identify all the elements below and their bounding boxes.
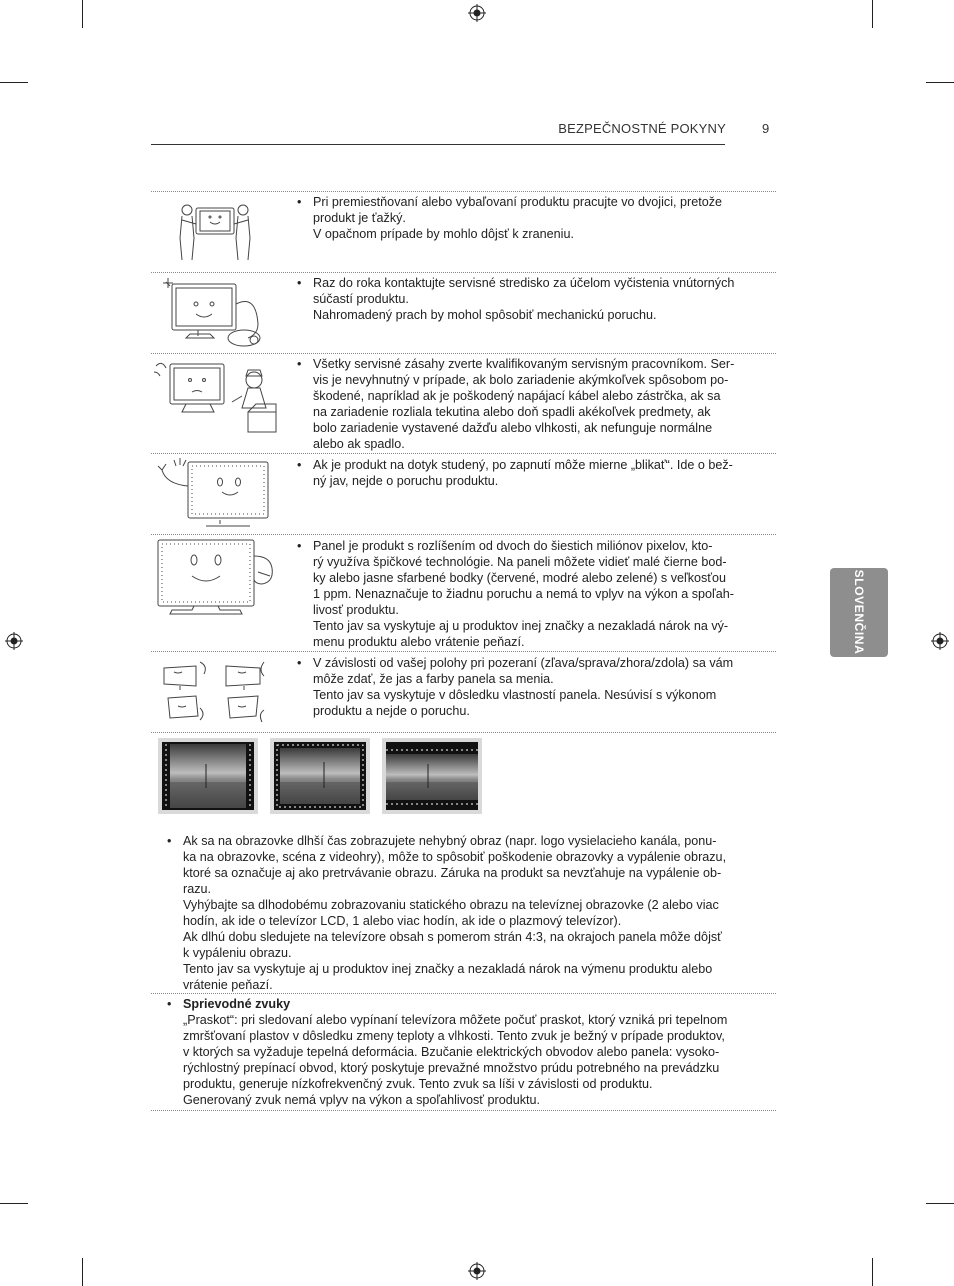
row-line: Všetky servisné zásahy zverte kvalifikovaným servisným pracovníkom. Ser- — [313, 357, 735, 371]
row-line: Pri premiestňovaní alebo vybaľovaní produktu pracujte vo dvojici, pretože — [313, 195, 722, 209]
row-line: livosť produktu. — [313, 603, 399, 617]
row-line: produkt je ťažký. — [313, 211, 406, 225]
row-line: rý využíva špičkové technológie. Na paneli môžete vidieť malé čierne bod- — [313, 555, 727, 569]
row-line: 1 ppm. Nenaznačuje to žiadnu poruchu a nemá to vplyv na výkon a spoľah- — [313, 587, 734, 601]
paragraph-line: Generovaný zvuk nemá vplyv na výkon a spoľahlivosť produktu. — [183, 1093, 541, 1107]
bullet-mark: • — [297, 458, 302, 472]
tv-service-technician-icon — [152, 356, 282, 448]
safety-row-6 — [297, 655, 757, 719]
row-line: môže zdať, že jas a farby panela sa menia. — [313, 672, 554, 686]
tv-viewing-angle-icon — [160, 658, 272, 726]
row-line: Tento jav sa vyskytuje aj u produktov inej značky a nezakladá nárok na vý- — [313, 619, 729, 633]
paragraph-line: produktu, generuje nízkofrekvenčný zvuk. Tento zvuk sa líši v závislosti od produktu. — [183, 1077, 653, 1091]
row-line: súčastí produktu. — [313, 292, 409, 306]
page-header-title: BEZPEČNOSTNÉ POKYNY — [558, 121, 726, 136]
two-people-carrying-tv-icon — [174, 198, 256, 264]
registration-mark-icon — [5, 632, 23, 650]
paragraph-line: razu. — [183, 882, 211, 896]
bullet-mark: • — [297, 357, 302, 371]
paragraph-line: rýchlostný prepínací obvod, ktorý poskytuje prevažné množstvo prúdu potrebného na prevádzku — [183, 1061, 720, 1075]
row-line: ný jav, nejde o poruchu produktu. — [313, 474, 499, 488]
burn-in-warning — [167, 833, 757, 993]
burn-in-example-photo-3 — [382, 738, 482, 814]
safety-row-5 — [297, 538, 757, 650]
row-line: Tento jav sa vyskytuje v dôsledku vlastností panela. Nesúvisí s výkonom — [313, 688, 717, 702]
paragraph-line: ka na obrazovke, scéna z videohry), môže to spôsobiť poškodenie obrazovky a vypálenie obrazu, — [183, 850, 727, 864]
paragraph-line: vrátenie peňazí. — [183, 978, 273, 992]
row-divider — [151, 272, 776, 273]
paragraph-line: k vypáleniu obrazu. — [183, 946, 292, 960]
safety-row-1 — [297, 194, 757, 242]
sounds-section — [167, 996, 757, 1108]
bullet-mark: • — [167, 834, 172, 848]
bullet-mark: • — [167, 997, 172, 1011]
row-line: Ak je produkt na dotyk studený, po zapnutí môže mierne „blikať“. Ide o bež- — [313, 458, 733, 472]
safety-row-3 — [297, 356, 757, 452]
tv-pixel-panel-icon — [154, 536, 276, 618]
bullet-mark: • — [297, 276, 302, 290]
row-line: ky alebo jasne sfarbené bodky (červené, modré alebo zelené) s veľkosťou — [313, 571, 727, 585]
row-divider — [151, 1110, 776, 1111]
row-line: na zariadenie rozliala tekutina alebo doň spadli akékoľvek predmety, ak — [313, 405, 711, 419]
paragraph-line: v ktorých sa vyžaduje tepelná deformácia. Bzučanie elektrických obvodov alebo panela: vysoko- — [183, 1045, 720, 1059]
header-rule — [151, 144, 725, 145]
row-divider — [151, 353, 776, 354]
row-divider — [151, 732, 776, 733]
page-number: 9 — [762, 121, 770, 136]
language-side-tab-label: SLOVENČINA — [852, 569, 866, 655]
row-divider — [151, 453, 776, 454]
row-line: produktu a nejde o poruchu. — [313, 704, 470, 718]
paragraph-line: „Praskot“: pri sledovaní alebo vypínaní televízora môžete počuť praskot, ktorý vzniká pri tepelnom — [183, 1013, 728, 1027]
paragraph-line: zmršťovaní plastov v dôsledku zmeny teploty a vlhkosti. Tento zvuk je bežný v prípade produktov, — [183, 1029, 725, 1043]
row-line: Raz do roka kontaktujte servisné stredisko za účelom vyčistenia vnútorných — [313, 276, 735, 290]
paragraph-line: Ak dlhú dobu sledujete na televízore obsah s pomerom strán 4:3, na okrajoch panela môže dôjsť — [183, 930, 722, 944]
registration-mark-icon — [931, 632, 949, 650]
registration-mark-icon — [468, 1262, 486, 1280]
safety-row-4 — [297, 457, 757, 489]
paragraph-line: Vyhýbajte sa dlhodobému zobrazovaniu statického obrazu na televíznej obrazovke (2 alebo viac — [183, 898, 719, 912]
row-line: Nahromadený prach by mohol spôsobiť mechanickú poruchu. — [313, 308, 657, 322]
bullet-mark: • — [297, 656, 302, 670]
bullet-mark: • — [297, 195, 302, 209]
paragraph-line: ktoré sa označuje aj ako pretrvávanie obrazu. Záruka na produkt sa nevzťahuje na vypálenie ob- — [183, 866, 722, 880]
paragraph-line: hodín, ak ide o televízor LCD, 1 alebo viac hodín, ak ide o plazmový televízor). — [183, 914, 622, 928]
cold-tv-flicker-icon — [152, 456, 274, 530]
tv-vacuum-cleaner-icon — [158, 274, 270, 350]
row-line: alebo ak spadlo. — [313, 437, 405, 451]
row-divider — [151, 993, 776, 994]
burn-in-example-photo-2 — [270, 738, 370, 814]
row-line: menu produktu alebo vrátenie peňazí. — [313, 635, 525, 649]
row-line: vis je nevyhnutný v prípade, ak bolo zariadenie akýmkoľvek spôsobom po- — [313, 373, 729, 387]
row-divider — [151, 534, 776, 535]
row-line: V závislosti od vašej polohy pri pozeraní (zľava/sprava/zhora/zdola) sa vám — [313, 656, 734, 670]
language-side-tab — [830, 568, 888, 657]
safety-row-2 — [297, 275, 757, 323]
row-line: škodené, napríklad ak je poškodený napájací kábel alebo zástrčka, ak sa — [313, 389, 721, 403]
paragraph-line: Tento jav sa vyskytuje aj u produktov inej značky a nezakladá nárok na výmenu produktu alebo — [183, 962, 713, 976]
registration-mark-icon — [468, 4, 486, 22]
paragraph-line: Ak sa na obrazovke dlhší čas zobrazujete nehybný obraz (napr. logo vysielacieho kanála, ponu- — [183, 834, 717, 848]
sounds-heading: Sprievodné zvuky — [183, 997, 291, 1011]
bullet-mark: • — [297, 539, 302, 553]
row-divider — [151, 191, 776, 192]
row-divider — [151, 651, 776, 652]
row-line: bolo zariadenie vystavené dažďu alebo vlhkosti, ak nefunguje normálne — [313, 421, 713, 435]
row-line: V opačnom prípade by mohlo dôjsť k zraneniu. — [313, 227, 574, 241]
row-line: Panel je produkt s rozlíšením od dvoch do šiestich miliónov pixelov, kto- — [313, 539, 713, 553]
burn-in-example-photo-1 — [158, 738, 258, 814]
